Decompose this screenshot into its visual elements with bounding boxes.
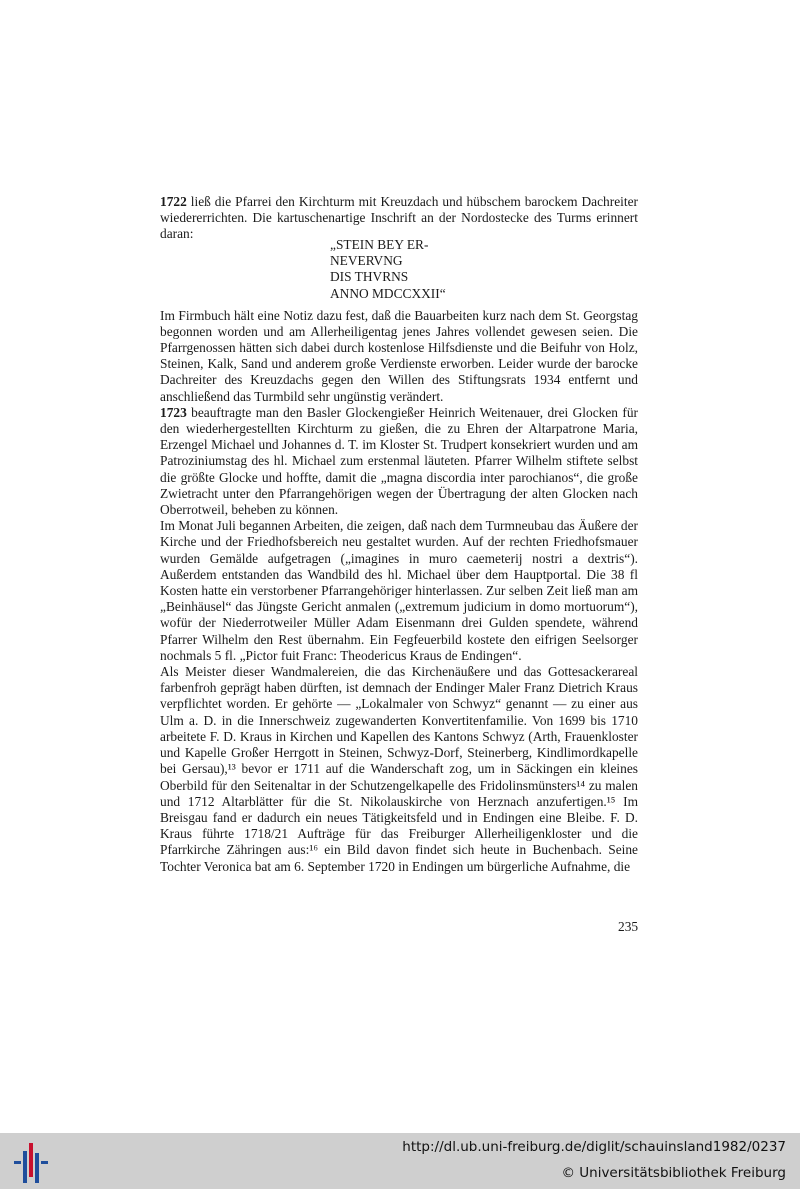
inscription-line: „STEIN BEY ER- xyxy=(330,237,429,252)
year-lead: 1723 xyxy=(160,404,187,420)
paragraph-juli xyxy=(160,518,638,664)
ub-freiburg-logo-icon[interactable] xyxy=(10,1141,52,1183)
page-number: 235 xyxy=(618,919,639,934)
footer-bar xyxy=(0,1133,800,1189)
inscription-line: NEVERVNG xyxy=(330,253,403,269)
paragraph-1722 xyxy=(160,194,638,243)
paragraph-1723 xyxy=(160,405,638,518)
paragraph-text: Im Firmbuch hält eine Notiz dazu fest, daß die Bauarbeiten kurz nach dem St. Georgstag begonnen worden und am Allerheiligentag jenes Jahres vollendet gewesen seien. Die Pfarrgenossen hätten sich dabei durch kostenlose Hilfsdienste und die Beifuhr von Holz, Steinen, Kalk, Sand und anderem große Verdienste erworben. Leider wurde der barocke Dachreiter des Kreuzdachs gegen den Willen des Stiftungsrats 1934 entfernt und anschließend das Turmbild sehr ungünstig verändert. xyxy=(160,307,638,404)
inscription-line: DIS THVRNS xyxy=(330,269,409,285)
paragraph-meister xyxy=(160,664,638,875)
paragraph-text: beauftragte man den Basler Glockengießer Heinrich Weitenauer, drei Glocken für den wiederhergestellten Kirchturm zu gießen, die zu Ehren der Altarpatrone Maria, Erzengel Michael und Johannes d. T. im Kloster St. Trudpert konsekriert wurden und am Patroziniumstag des hl. Michael zum erstenmal läuteten. Pfarrer Wilhelm stiftete selbst die größte Glocke und hoffte, damit die „magna discordia inter parochianos“, die große Zwietracht unter den Pfarrangehörigen wegen der Übertragung der alten Glocken nach Oberrotweil, beheben zu können. xyxy=(160,404,638,518)
year-lead: 1722 xyxy=(160,194,187,209)
inscription-line: ANNO MDCCXXII“ xyxy=(330,285,446,301)
paragraph-text: ließ die Pfarrei den Kirchturm mit Kreuzdach und hübschem barockem Dachreiter wiedererrichten. Die kartuschenartige Inschrift an der Nordostecke des Turms erinnert daran: xyxy=(160,194,638,242)
copyright-notice: © Universitätsbibliothek Freiburg xyxy=(561,1165,786,1181)
paragraph-text: Im Monat Juli begannen Arbeiten, die zeigen, daß nach dem Turmneubau das Äußere der Kirche und der Friedhofsbereich neu gestaltet wurden. Auf der rechten Friedhofsmauer wurden Gemälde aufgetragen („imagines in muro caemeterij nostri a dextris“). Außerdem entstanden das Wandbild des hl. Michael über dem Hauptportal. Die 38 fl Kosten hatte ein verstorbener Pfarrangehöriger hinterlassen. Zur selben Zeit ließ man am „Beinhäusel“ das Jüngste Gericht anmalen („extremum judicium in domo mortuorum“), wofür der Niederrotweiler Müller Adam Eisenmann drei Gulden spendete, während Pfarrer Wilhelm den Rest übernahm. Ein Fegfeuerbild kostete den eifrigen Seelsorger nochmals 5 fl. „Pictor fuit Franc: Theodericus Kraus de Endingen“. xyxy=(160,518,638,663)
paragraph-text: Als Meister dieser Wandmalereien, die das Kirchenäußere und das Gottesackerareal farbenfroh geprägt haben dürften, ist demnach der Endinger Maler Franz Dietrich Kraus verpflichtet worden. Er gehörte — „Lokalmaler von Schwyz“ genannt — zu einer aus Ulm a. D. in die Innerschweiz zugewanderten Konvertitenfamilie. Von 1699 bis 1710 arbeitete F. D. Kraus in Kirchen und Kapellen des Kantons Schwyz (Arth, Frauenkloster und Kapelle Großer Herrgott in Steinen, Schwyz-Dorf, Steinerberg, Kindlimordkapelle bei Gersau),¹³ bevor er 1711 auf die Wanderschaft zog, um in Säckingen ein kleines Oberbild für den Seitenaltar in der Schutzengelkapelle des Fridolinsmünsters¹⁴ zu malen und 1712 Altarblätter für die St. Nikolauskirche von Herznach anzufertigen.¹⁵ Im Breisgau fand er dadurch ein neues Tätigkeitsfeld und in Endingen eine Bleibe. F. D. Kraus führte 1718/21 Aufträge für das Freiburger Allerheiligenkloster und die Pfarrkirche Zähringen aus:¹⁶ ein Bild davon findet sich heute in Buchenbach. Seine Tochter Veronica bat am 6. September 1720 in Endingen um bürgerliche Aufnahme, die xyxy=(160,664,638,874)
inscription xyxy=(330,237,446,302)
permalink-url[interactable]: http://dl.ub.uni-freiburg.de/diglit/schauinsland1982/0237 xyxy=(402,1139,786,1155)
paragraph-firmbuch xyxy=(160,308,638,405)
